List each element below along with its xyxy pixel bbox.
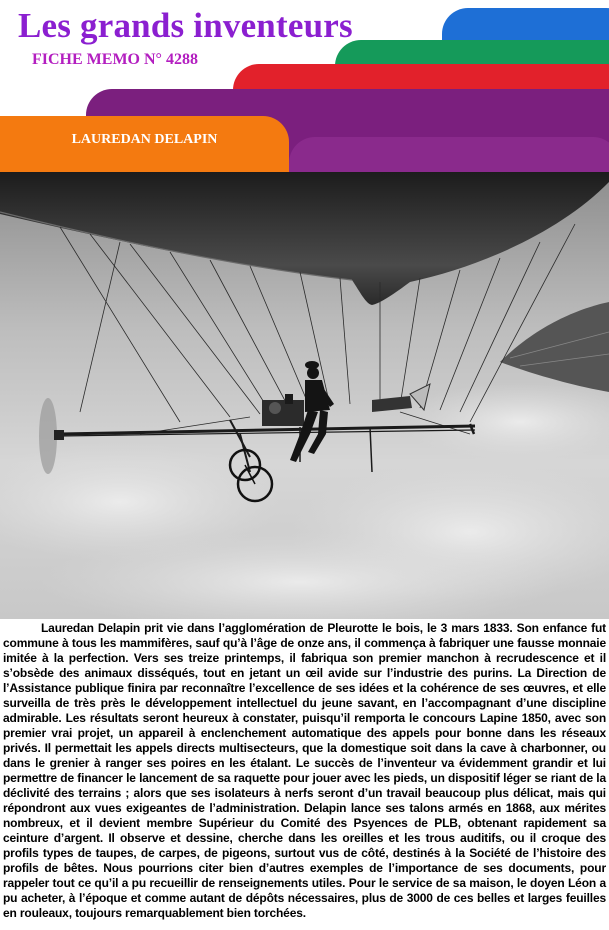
- airship-photo: [0, 172, 609, 619]
- page-title: Les grands inventeurs: [18, 6, 353, 45]
- biography-text: Lauredan Delapin prit vie dans l’agglomération de Pleurotte le bois, le 3 mars 1833. Son enfance fut commune à tous les mammifères, sauf qu’à l’âge de onze ans, il commença à fabriquer une fausse monnaie imitée à la perfection. Vers ses treize printemps, il fabriqua son premier manchon à recrudescence et il s’obsède des animaux disséqués, tout en jetant un œil avide sur l’industrie des purins. La Direction de l’Assistance publique finira par reconnaître l’excellence de ses idées et la cohérence de ses œuvres, et elle surveilla de très près le développement intellectuel du jeune savant, en l’accompagnant d’une discipline admirable. Les résultats seront heureux à constater, puisqu’il remporta le concours Lapine 1850, avec son premier vrai projet, un appareil à enclenchement automatique des appels pour bonne dans les réseaux privés. Il permettait les appels directs multisecteurs, que la domestique soit dans la cave à charbonner, ou dans le grenier à ranger ses poires en les étalant. Le succès de l’inventeur va évidemment grandir et lui permettre de financer le lancement de sa raquette pour jouer avec les pieds, un dispositif léger se riant de la déclivité des terrains ; alors que ses isolateurs à nerfs seront d’un travail beaucoup plus délicat, mais qui répondront aux vues exigeantes de l’administration. Delapin lance ses talons armés en 1868, aux mérites nombreux, et il devient membre Supérieur du Comité des Psyences de PLB, obtenant rapidement sa ceinture d’argent. Il observe et dessine, cherche dans les oreilles et les trous auditifs, ou il croque des profils types de taupes, de carpes, de pigeons, surtout vus de côté, destinés à la Société de l’histoire des profils de bêtes. Nous pourrions citer bien d’autres exemples de l’importance de ses documents, pour rappeler tout ce qu’il a pu recueillir de renseignements utiles. Pour le service de sa maison, le doyen Léon a pu acheter, à l’époque et comme autant de dépôts nécessaires, plus de 3000 de ces belles et larges feuilles en rouleaux, toujours remarquablement bien torchées.: [3, 621, 606, 920]
- purple-band-lower: [289, 137, 609, 172]
- header-banner: [0, 0, 609, 172]
- memo-number: FICHE MEMO N° 4288: [32, 51, 198, 68]
- inventor-name: LAUREDAN DELAPIN: [71, 132, 218, 147]
